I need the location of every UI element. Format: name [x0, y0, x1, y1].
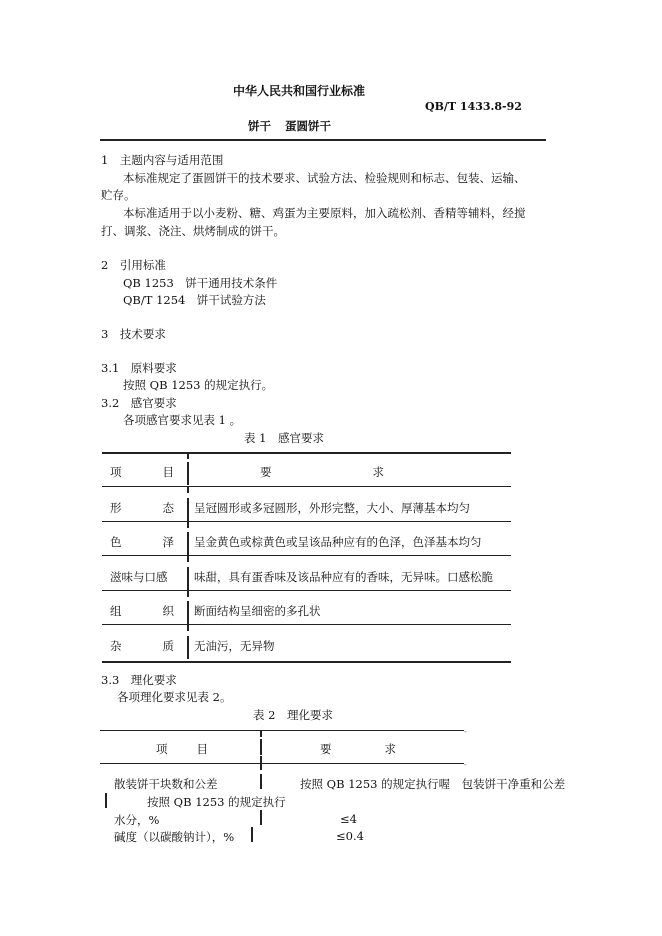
table2-header-item: 项 目 — [156, 742, 208, 756]
section-2-heading: 2 引用标准 — [101, 258, 166, 272]
table1-row-label: 杂 质 — [110, 639, 174, 653]
table1-row-req: 断面结构呈细密的多孔状 — [194, 604, 321, 618]
table1-divider — [187, 462, 189, 478]
table1-header-item: 项 目 — [110, 465, 174, 479]
table1-tick — [187, 583, 189, 590]
table2-rule — [100, 763, 464, 764]
table2-tick — [260, 763, 262, 770]
table1-tick — [187, 617, 189, 624]
table1-tick — [187, 548, 189, 555]
section-3-heading: 3 技术要求 — [101, 327, 166, 341]
section-1-para2-line2: 打、调浆、浇注、烘烤制成的饼干。 — [101, 224, 285, 238]
section-1-heading: 1 主题内容与适用范围 — [101, 153, 224, 167]
table1-row-label: 组 织 — [110, 604, 174, 618]
table2-divider — [260, 810, 262, 825]
table1-tick — [187, 521, 189, 528]
table1-rule — [102, 486, 511, 487]
table1-divider — [187, 567, 189, 583]
standard-code: QB/T 1433.8-92 — [425, 100, 522, 113]
table2-divider — [260, 739, 262, 755]
table2-tick — [260, 756, 262, 763]
section-1-para2-line1: 本标准适用于以小麦粉、糖、鸡蛋为主要原料，加入疏松剂、香精等辅料，经搅 — [123, 206, 526, 220]
table1-row-req: 无油污，无异物 — [194, 639, 275, 653]
table2-top-rule — [100, 730, 464, 731]
section-3-3-heading: 3.3 理化要求 — [101, 673, 177, 687]
table2-divider — [260, 774, 262, 789]
table2-row-req: ≤4 — [340, 812, 357, 826]
table1-tick — [187, 452, 189, 459]
table1-tick — [187, 478, 189, 485]
table1-divider — [187, 498, 189, 514]
table1-rule — [102, 521, 511, 522]
section-3-1-text: 按照 QB 1253 的规定执行。 — [123, 378, 274, 392]
table1-divider — [187, 532, 189, 548]
reference-qb1253: QB 1253 饼干通用技术条件 — [123, 276, 278, 290]
table2-rule-end-mark: - — [464, 727, 467, 736]
table1-row-label: 滋味与口感 — [110, 570, 168, 584]
section-3-2-heading: 3.2 感官要求 — [101, 396, 177, 410]
table2-row-item: 碱度（以碳酸钠计），% — [114, 830, 235, 844]
section-3-1-heading: 3.1 原料要求 — [101, 361, 177, 375]
table1-rule — [102, 555, 511, 556]
table1-tick — [187, 624, 189, 631]
table1-row-req: 味甜，具有蛋香味及该品种应有的香味，无异味。口感松脆 — [194, 570, 493, 584]
table1-row-label: 形 态 — [110, 501, 174, 515]
table1-tick — [187, 555, 189, 562]
table2-tick — [260, 730, 262, 737]
table1-tick — [187, 652, 189, 659]
table2-row-item: 散装饼干块数和公差 — [114, 777, 218, 791]
table1-row-req: 呈金黄色或棕黄色或呈该品种应有的色泽，色泽基本均匀 — [194, 535, 482, 549]
table2-divider — [251, 827, 253, 842]
table1-divider — [187, 636, 189, 652]
table2-row-item: 水分，% — [114, 813, 160, 827]
table1-tick — [187, 486, 189, 493]
table1-rule — [102, 624, 511, 625]
table2-row-req: 按照 QB 1253 的规定执行喔 包装饼干净重和公差 — [300, 777, 566, 791]
section-3-3-text: 各项理化要求见表 2。 — [117, 690, 232, 704]
table1-tick — [187, 590, 189, 597]
table2-row-req-continued: 按照 QB 1253 的规定执行 — [147, 795, 286, 809]
table1-header-req: 要 求 — [260, 465, 384, 479]
section-3-2-text: 各项感官要求见表 1 。 — [123, 413, 242, 427]
table1-divider — [187, 601, 189, 617]
header-rule — [100, 139, 546, 141]
table1-caption: 表 1 感官要求 — [244, 431, 324, 445]
table2-divider — [105, 793, 107, 808]
reference-qbt1254: QB/T 1254 饼干试验方法 — [123, 293, 266, 307]
title-part-b: 蛋圆饼干 — [285, 119, 331, 133]
standard-title — [248, 118, 331, 134]
table2-row-req: ≤0.4 — [336, 829, 364, 843]
table2-caption: 表 2 理化要求 — [253, 708, 333, 722]
table2-header-req: 要 求 — [320, 742, 396, 756]
table1-top-rule — [102, 452, 511, 454]
section-1-para1-line1: 本标准规定了蛋圆饼干的技术要求、试验方法、检验规则和标志、包装、运输、 — [123, 171, 526, 185]
table1-rule — [102, 590, 511, 591]
table2-rule-end-mark: - — [464, 760, 467, 769]
standard-org: 中华人民共和国行业标准 — [233, 84, 366, 98]
title-part-a: 饼干 — [248, 119, 271, 133]
section-1-para1-line2: 贮存。 — [101, 188, 136, 202]
table1-row-req: 呈冠圆形或多冠圆形，外形完整，大小、厚薄基本均匀 — [194, 501, 470, 515]
table1-bottom-rule — [102, 661, 511, 663]
table1-row-label: 色 泽 — [110, 535, 174, 549]
table1-tick — [187, 514, 189, 521]
